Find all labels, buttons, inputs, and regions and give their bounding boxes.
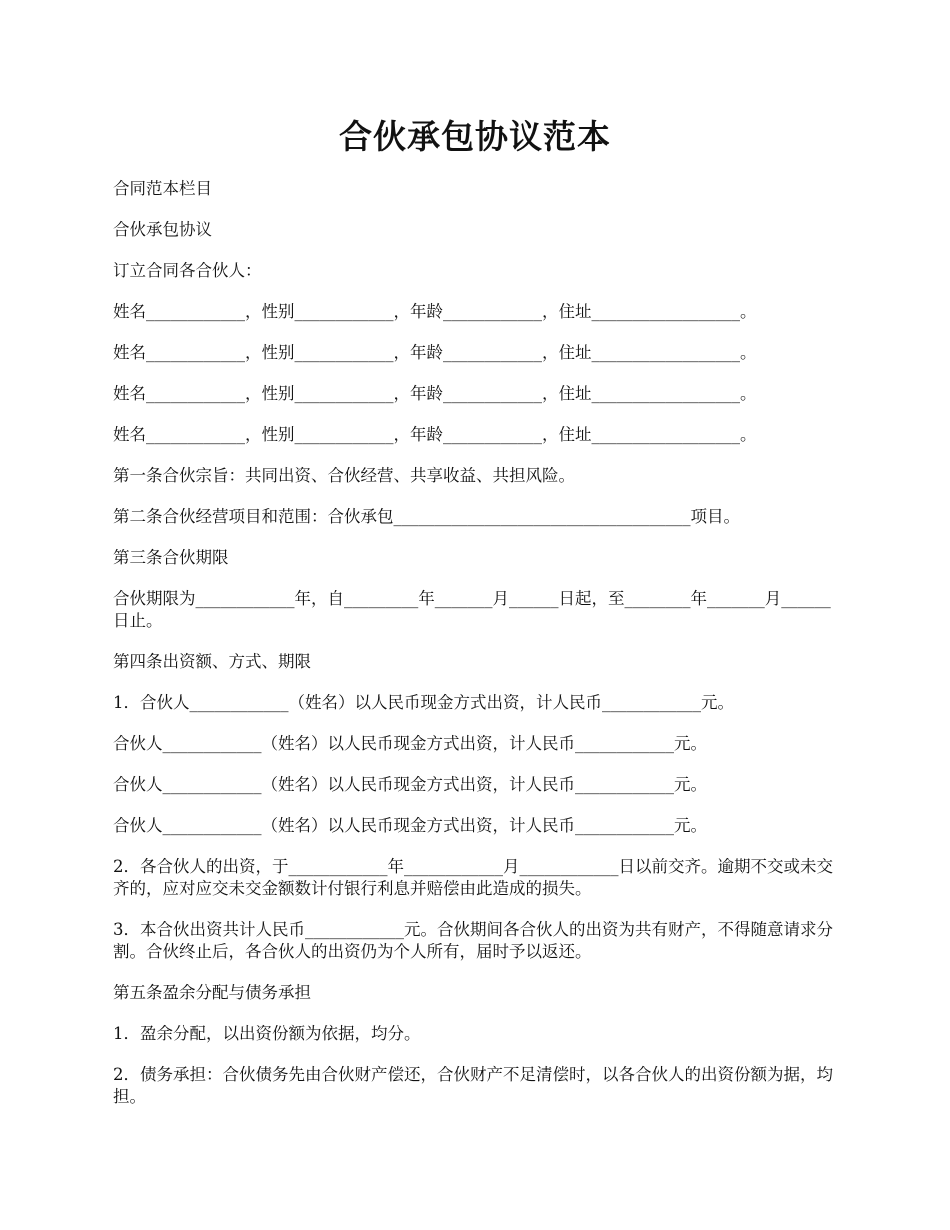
document-body <box>113 178 837 1127</box>
paragraph-article-3-term: 合伙期限为____________年，自_________年_______月______日起，至________年_______月______日止。 <box>113 589 831 630</box>
paragraph-article-4-heading: 第四条出资额、方式、期限 <box>113 652 311 671</box>
paragraph-contribution-deadline: 2．各合伙人的出资，于____________年____________月____________日以前交齐。逾期不交或未交齐的，应对应交未交金额数计付银行利息并赔偿由此造成的损失。 <box>113 857 833 898</box>
paragraph-contribution-2: 合伙人____________（姓名）以人民币现金方式出资，计人民币____________元。 <box>113 734 707 753</box>
paragraph-contribution-1: 1．合伙人____________（姓名）以人民币现金方式出资，计人民币____________元。 <box>113 693 734 712</box>
paragraph-partner-info-1: 姓名____________，性别____________，年龄____________，住址__________________。 <box>113 302 757 321</box>
paragraph-contribution-3: 合伙人____________（姓名）以人民币现金方式出资，计人民币____________元。 <box>113 775 707 794</box>
paragraph-article-5-heading: 第五条盈余分配与债务承担 <box>113 983 311 1002</box>
paragraph-section-label: 合同范本栏目 <box>113 179 212 198</box>
paragraph-contribution-4: 合伙人____________（姓名）以人民币现金方式出资，计人民币____________元。 <box>113 816 707 835</box>
paragraph-article-2: 第二条合伙经营项目和范围：合伙承包____________________________________项目。 <box>113 507 740 526</box>
paragraph-agreement-name: 合伙承包协议 <box>113 220 212 239</box>
document-title: 合伙承包协议范本 <box>339 117 611 156</box>
paragraph-parties-intro: 订立合同各合伙人： <box>113 261 262 280</box>
paragraph-article-1: 第一条合伙宗旨：共同出资、合伙经营、共享收益、共担风险。 <box>113 466 575 485</box>
paragraph-profit-distribution: 1．盈余分配，以出资份额为依据，均分。 <box>113 1024 421 1043</box>
paragraph-partner-info-3: 姓名____________，性别____________，年龄____________，住址__________________。 <box>113 384 757 403</box>
paragraph-article-3-heading: 第三条合伙期限 <box>113 548 229 567</box>
paragraph-partner-info-2: 姓名____________，性别____________，年龄____________，住址__________________。 <box>113 343 757 362</box>
paragraph-debt-bearing: 2．债务承担：合伙债务先由合伙财产偿还，合伙财产不足清偿时，以各合伙人的出资份额为据，均担。 <box>113 1065 833 1106</box>
paragraph-contribution-total: 3．本合伙出资共计人民币____________元。合伙期间各合伙人的出资为共有财产，不得随意请求分割。合伙终止后，各合伙人的出资仍为个人所有，届时予以返还。 <box>113 920 833 961</box>
paragraph-partner-info-4: 姓名____________，性别____________，年龄____________，住址__________________。 <box>113 425 757 444</box>
